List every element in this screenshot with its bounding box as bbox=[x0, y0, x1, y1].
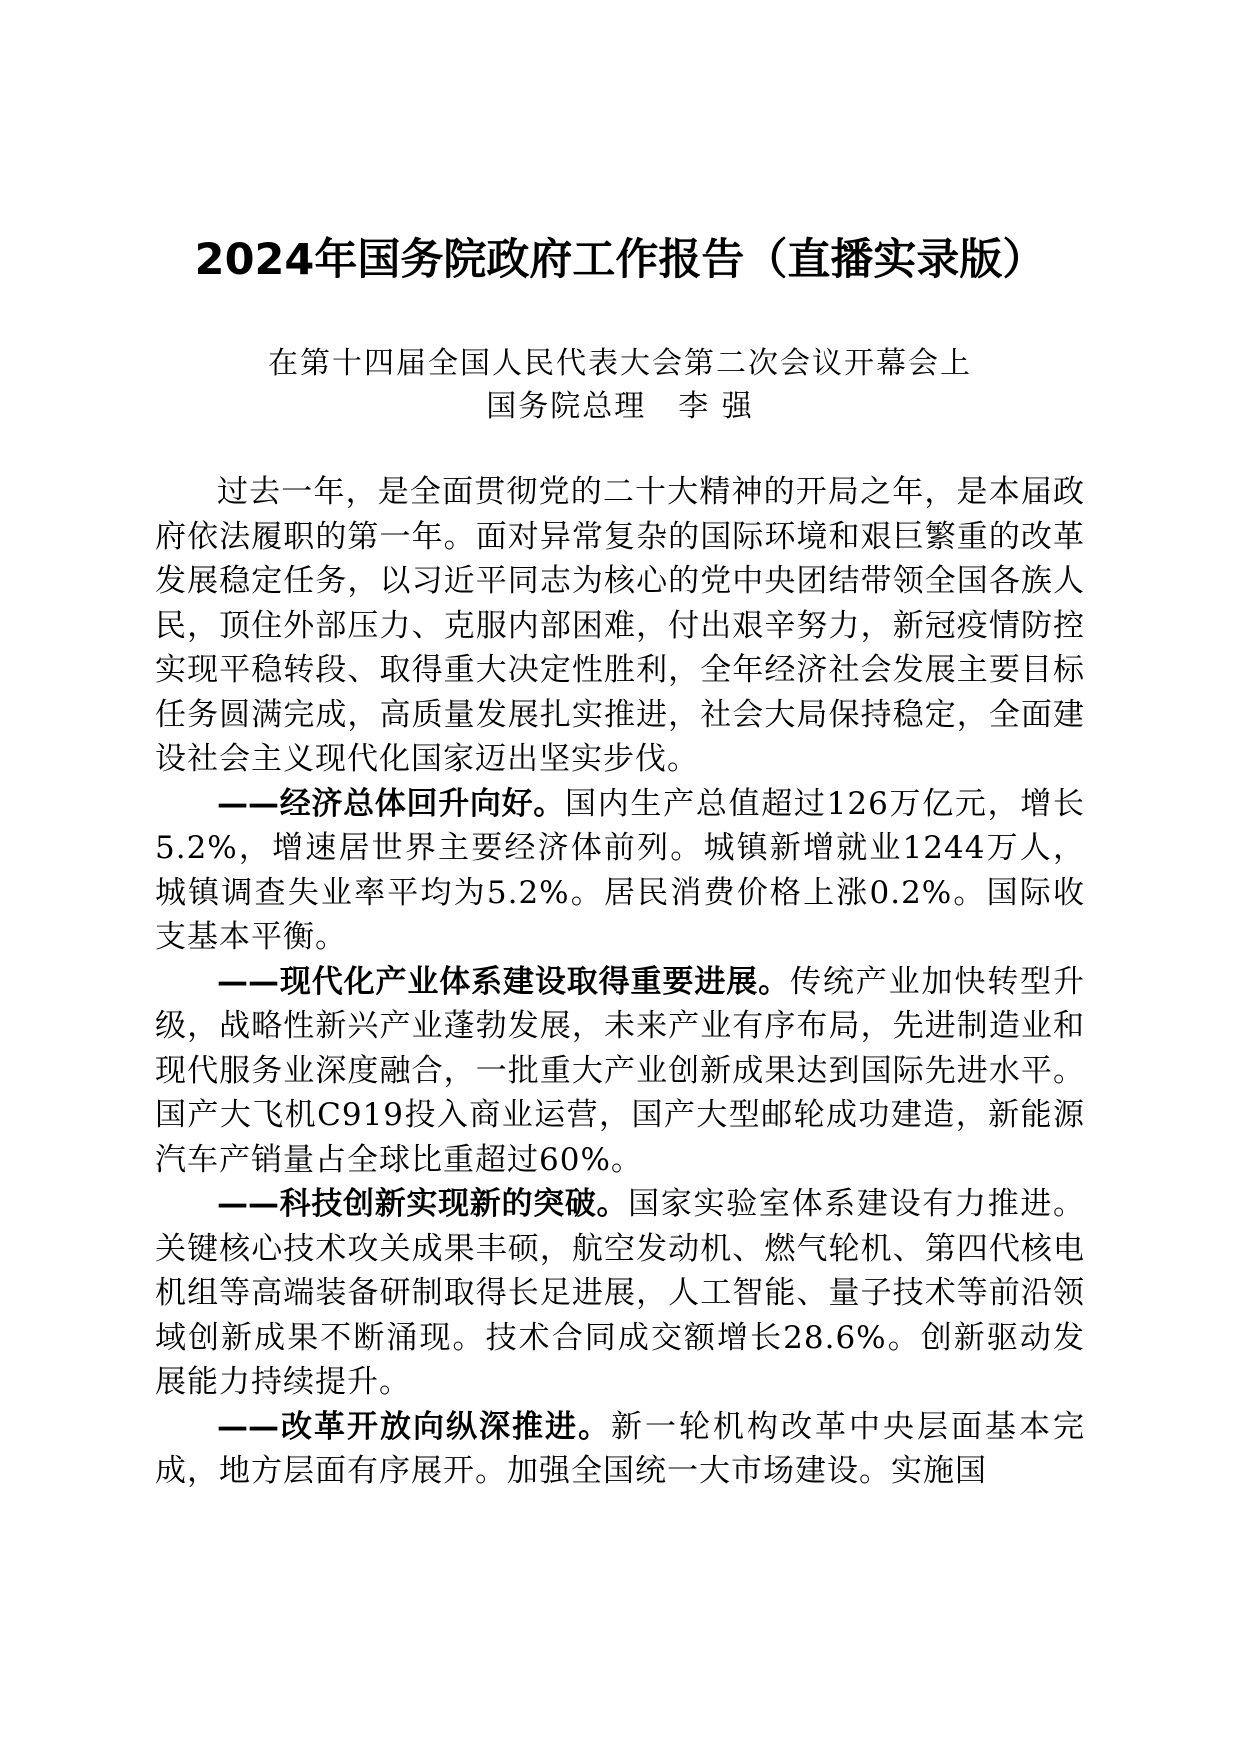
document-title: 2024年国务院政府工作报告（直播实录版） bbox=[194, 235, 1046, 285]
document-body bbox=[155, 470, 1085, 1494]
paragraph-text: 过去一年，是全面贯彻党的二十大精神的开局之年，是本届政府依法履职的第一年。面对异常复杂的国际环境和艰巨繁重的改革发展稳定任务，以习近平同志为核心的党中央团结带领全国各族人民，顶住外部压力、克服内部困难，付出艰辛努力，新冠疫情防控实现平稳转段、取得重大决定性胜利，全年经济社会发展主要目标任务圆满完成，高质量发展扎实推进，社会大局保持稳定，全面建设社会主义现代化国家迈出坚实步伐。 bbox=[155, 474, 1085, 777]
paragraph-lead: ——经济总体回升向好。 bbox=[217, 785, 566, 822]
paragraph-reform bbox=[155, 1405, 1085, 1494]
speech-occasion: 在第十四届全国人民代表大会第二次会议开幕会上 bbox=[268, 346, 972, 381]
paragraph-intro bbox=[155, 470, 1085, 782]
paragraph-text: 新一轮机构改革中央层面基本完成，地方层面有序展开。加强全国统一大市场建设。实施国 bbox=[155, 1408, 1085, 1489]
paragraph-text: 国家实验室体系建设有力推进。关键核心技术攻关成果丰硕，航空发动机、燃气轮机、第四代核电机组等高端装备研制取得长足进展，人工智能、量子技术等前沿领域创新成果不断涌现。技术合同成交额增长28.6%。创新驱动发展能力持续提升。 bbox=[155, 1186, 1086, 1400]
paragraph-technology bbox=[155, 1182, 1085, 1405]
paragraph-lead: ——改革开放向纵深推进。 bbox=[217, 1408, 611, 1445]
paragraph-economy bbox=[155, 782, 1085, 960]
paragraph-lead: ——科技创新实现新的突破。 bbox=[217, 1186, 629, 1222]
paragraph-industry bbox=[155, 960, 1085, 1183]
paragraph-text: 国内生产总值超过126万亿元，增长5.2%，增速居世界主要经济体前列。城镇新增就业1244万人，城镇调查失业率平均为5.2%。居民消费价格上涨0.2%。国际收支基本平衡。 bbox=[155, 785, 1085, 955]
document-page bbox=[155, 0, 1085, 1754]
paragraph-lead: ——现代化产业体系建设取得重要进展。 bbox=[217, 963, 790, 1000]
paragraph-text: 传统产业加快转型升级，战略性新兴产业蓬勃发展，未来产业有序布局，先进制造业和现代服务业深度融合，一批重大产业创新成果达到国际先进水平。国产大飞机C919投入商业运营，国产大型邮轮成功建造，新能源汽车产销量占全球比重超过60%。 bbox=[155, 963, 1086, 1178]
speaker-line: 国务院总理 李 强 bbox=[486, 389, 754, 424]
